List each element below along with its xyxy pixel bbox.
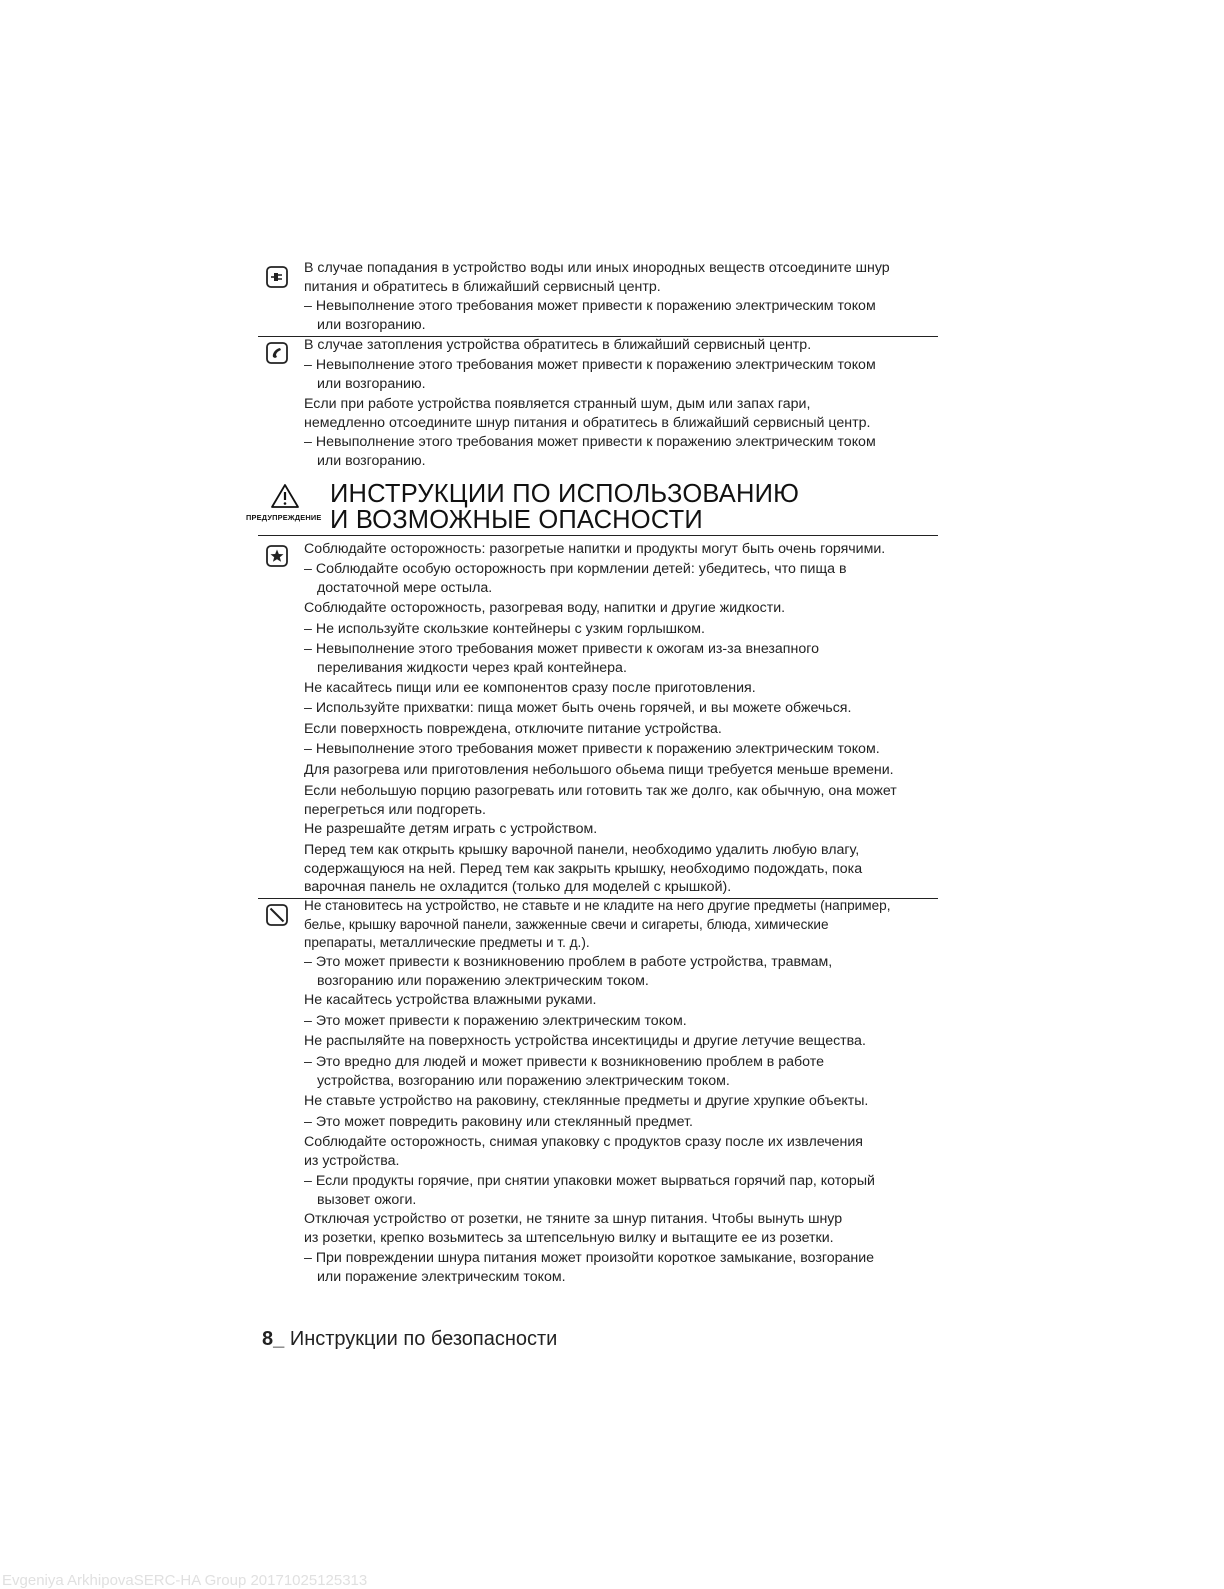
star-icon — [266, 545, 288, 567]
text-line: Если при работе устройства появляется странный шум, дым или запах гари, — [304, 396, 811, 412]
text-line: возгоранию или поражению электрическим током. — [317, 972, 649, 989]
text-line: Не становитесь на устройство, не ставьте и не кладите на него другие предметы (например, — [304, 898, 891, 913]
warning-label: ПРЕДУПРЕЖДЕНИЕ — [246, 513, 322, 522]
text-line: содержащуюся на ней. Перед тем как закрыть крышку, необходимо подождать, пока — [304, 860, 863, 877]
section-heading — [330, 481, 799, 533]
text-line: – При повреждении шнура питания может произойти короткое замыкание, возгорание — [304, 1250, 875, 1266]
text-line: или возгоранию. — [317, 452, 426, 469]
text-block — [304, 1113, 944, 1132]
text-line: – Это может повредить раковину или стеклянный предмет. — [304, 1114, 693, 1130]
text-line: или поражение электрическим током. — [317, 1268, 566, 1285]
text-line: устройства, возгоранию или поражению электрическим током. — [317, 1072, 730, 1089]
text-line: Не ставьте устройство на раковину, стеклянные предметы и другие хрупкие объекты. — [304, 1093, 869, 1109]
text-line: из розетки, крепко возьмитесь за штепсельную вилку и вытащите ее из розетки. — [304, 1229, 834, 1246]
text-line: – Это может привести к возникновению проблем в работе устройства, травмам, — [304, 954, 833, 970]
text-line: Не распыляйте на поверхность устройства инсектициды и другие летучие вещества. — [304, 1033, 866, 1049]
watermark: Evgeniya ArkhipovaSERC-HA Group 20171025125313 — [2, 1572, 368, 1589]
text-line: или возгоранию. — [317, 316, 426, 333]
text-line: – Невыполнение этого требования может привести к поражению электрическим током — [304, 298, 876, 314]
text-block — [304, 740, 944, 759]
text-block — [304, 540, 944, 559]
block2-text-3 — [304, 395, 944, 432]
text-line: Соблюдайте осторожность: разогретые напитки и продукты могут быть очень горячими. — [304, 541, 886, 557]
text-block — [304, 620, 944, 639]
text-line: Для разогрева или приготовления небольшого обьема пищи требуется меньше времени. — [304, 762, 894, 778]
text-line: – Если продукты горячие, при снятии упаковки может вырваться горячий пар, который — [304, 1173, 875, 1189]
text-line: Если поверхность повреждена, отключите питание устройства. — [304, 721, 722, 737]
block2-text-1 — [304, 336, 944, 355]
text-line: – Невыполнение этого требования может привести к поражению электрическим током. — [304, 741, 880, 757]
text-line: питания и обратитесь в ближайший сервисный центр. — [304, 278, 661, 295]
text-block — [304, 991, 944, 1010]
text-block — [304, 1053, 944, 1090]
text-block — [304, 841, 944, 897]
text-line: Соблюдайте осторожность, разогревая воду, напитки и другие жидкости. — [304, 600, 786, 616]
text-line: из устройства. — [304, 1152, 400, 1169]
text-line: достаточной мере остыла. — [317, 579, 493, 596]
text-block — [304, 953, 944, 990]
text-line: Если небольшую порцию разогревать или готовить так же долго, как обычную, она может — [304, 783, 897, 799]
text-block — [304, 599, 944, 618]
text-line: переливания жидкости через край контейнера. — [317, 659, 627, 676]
unplug-icon — [266, 266, 288, 288]
text-block — [304, 761, 944, 780]
text-block — [304, 699, 944, 718]
page-number: 8_ — [262, 1328, 285, 1350]
text-line: перегреться или подгореть. — [304, 801, 486, 818]
block2-text-4 — [304, 433, 944, 470]
text-line: препараты, металлические предметы и т. д.). — [304, 935, 590, 950]
text-block — [304, 679, 944, 698]
text-line: – Невыполнение этого требования может привести к поражению электрическим током — [304, 434, 876, 450]
text-block — [304, 1210, 944, 1247]
text-line: белье, крышку варочной панели, зажженные свечи и сигареты, блюда, химические — [304, 916, 829, 932]
text-line: Не разрешайте детям играть с устройством. — [304, 821, 598, 837]
text-block — [304, 720, 944, 739]
text-line: Перед тем как открыть крышку варочной панели, необходимо удалить любую влагу, — [304, 842, 860, 858]
text-block — [304, 1249, 944, 1286]
text-line: В случае затопления устройства обратитесь в ближайший сервисный центр. — [304, 337, 812, 353]
text-line: – Это может привести к поражению электрическим током. — [304, 1013, 687, 1029]
text-line: или возгоранию. — [317, 375, 426, 392]
text-line: Не касайтесь пищи или ее компонентов сразу после приготовления. — [304, 680, 756, 696]
text-line: – Не используйте скользкие контейнеры с узким горлышком. — [304, 621, 706, 637]
text-block — [304, 782, 944, 819]
text-block — [304, 640, 944, 677]
text-block — [304, 820, 944, 839]
text-line: вызовет ожоги. — [317, 1191, 417, 1208]
text-block — [304, 897, 944, 953]
page-footer — [262, 1328, 557, 1351]
heading-line: ИНСТРУКЦИИ ПО ИСПОЛЬЗОВАНИЮ — [330, 480, 800, 508]
text-line: Отключая устройство от розетки, не тяните за шнур питания. Чтобы вынуть шнур — [304, 1211, 843, 1227]
text-line: – Используйте прихватки: пища может быть очень горячей, и вы можете обжечься. — [304, 700, 852, 716]
divider — [258, 535, 938, 536]
heading-line: И ВОЗМОЖНЫЕ ОПАСНОСТИ — [330, 506, 703, 534]
phone-icon — [266, 342, 288, 364]
text-block — [304, 1133, 944, 1170]
block1-sub-text — [304, 297, 944, 334]
text-block — [304, 1012, 944, 1031]
text-line: варочная панель не охладится (только для моделей с крышкой). — [304, 879, 732, 895]
text-line: – Это вредно для людей и может привести к возникновению проблем в работе — [304, 1054, 824, 1070]
text-line: Соблюдайте осторожность, снимая упаковку с продуктов сразу после их извлечения — [304, 1134, 863, 1150]
text-line: – Соблюдайте особую осторожность при кормлении детей: убедитесь, что пища в — [304, 561, 847, 577]
text-line: немедленно отсоедините шнур питания и обратитесь в ближайший сервисный центр. — [304, 414, 871, 431]
text-block — [304, 1172, 944, 1209]
block1-main-text — [304, 259, 944, 296]
text-block — [304, 1032, 944, 1051]
text-block — [304, 560, 944, 597]
text-line: – Невыполнение этого требования может привести к ожогам из-за внезапного — [304, 641, 819, 657]
text-line: Не касайтесь устройства влажными руками. — [304, 992, 597, 1008]
warning-triangle-icon — [270, 483, 300, 509]
text-line: – Невыполнение этого требования может привести к поражению электрическим током — [304, 357, 876, 373]
block2-text-2 — [304, 356, 944, 393]
text-line: В случае попадания в устройство воды или иных инородных веществ отсоедините шнур — [304, 260, 890, 276]
prohibited-icon — [266, 904, 288, 926]
text-block — [304, 1092, 944, 1111]
footer-section-title: Инструкции по безопасности — [289, 1328, 558, 1350]
